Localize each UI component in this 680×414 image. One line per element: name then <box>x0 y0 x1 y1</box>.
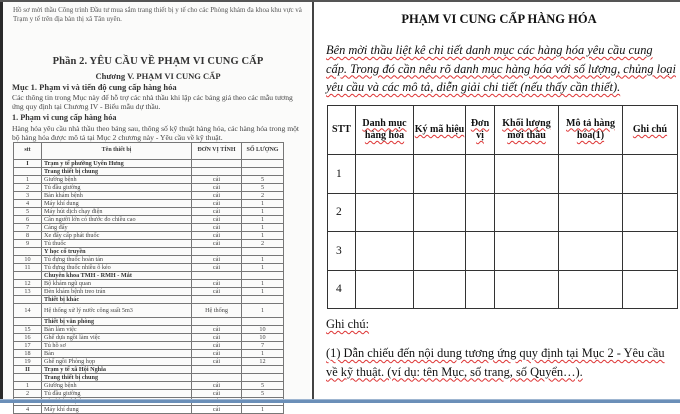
cell-qty: 7 <box>242 342 284 350</box>
col-header-goods-list: Danh mục hàng hóa <box>356 106 414 155</box>
note-1: (1) Dẫn chiếu đến nội dung tương ứng quy định tại Mục 2 - Yêu cầu về kỹ thuật. (ví dụ: tên Mục, số trang, số Quyển…). <box>326 346 665 379</box>
form-intro-text: Bên mời thầu liệt kê chi tiết danh mục các hàng hóa yêu cầu cung cấp. Trong đó cần nêu rõ danh mục hàng hóa với số lượng, chủng loại yêu cầu và các mô tả, diễn giải chi tiết (nếu thấy cần thiết). <box>326 43 676 95</box>
cell-stt: 3 <box>328 232 356 271</box>
equipment-table-header <box>14 143 284 160</box>
cell-stt <box>14 248 42 256</box>
cell-unit <box>192 296 242 304</box>
col-header-qty: SỐ LƯỢNG <box>242 143 284 160</box>
cell-qty: 10 <box>242 334 284 342</box>
table-row <box>14 264 284 272</box>
cell-name: Bàn <box>42 350 192 358</box>
cell-empty <box>559 232 623 271</box>
cell-qty <box>242 374 284 382</box>
cell-empty <box>414 232 466 271</box>
cell-stt: 19 <box>14 358 42 366</box>
col-header-volume: Khối lượng mời thầu <box>495 106 559 155</box>
cell-empty <box>495 270 559 309</box>
cell-empty <box>495 193 559 232</box>
cell-name: Giường bệnh <box>42 176 192 184</box>
col-header-name: Tên thiết bị <box>42 143 192 160</box>
cell-unit: cái <box>192 382 242 390</box>
cell-stt: 16 <box>14 334 42 342</box>
cell-qty <box>242 248 284 256</box>
cell-stt: 4 <box>328 270 356 309</box>
table-row <box>328 270 678 309</box>
cell-qty <box>242 296 284 304</box>
cell-unit: cái <box>192 334 242 342</box>
table-row <box>14 350 284 358</box>
cell-qty: 1 <box>242 200 284 208</box>
page-divider <box>312 2 314 399</box>
cell-qty: 1 <box>242 288 284 296</box>
cell-empty <box>495 232 559 271</box>
table-row <box>14 288 284 296</box>
cell-name: Đèn khám bệnh treo trán <box>42 288 192 296</box>
header-note: Hồ sơ mời thầu Công trình Đầu tư mua sắm trang thiết bị y tế cho các Phòng khám đa khoa khu vực và Trạm y tế trên địa bàn thị xã Tân uyên. <box>13 6 302 23</box>
equipment-table-body <box>14 160 284 414</box>
cell-qty: 1 <box>242 264 284 272</box>
cell-name: Bàn khám bệnh <box>42 192 192 200</box>
cell-stt: 3 <box>14 192 42 200</box>
part-title: Phần 2. YÊU CẦU VỀ PHẠM VI CUNG CẤP <box>52 56 264 67</box>
cell-empty <box>356 193 414 232</box>
cell-unit: cái <box>192 256 242 264</box>
table-row <box>14 256 284 264</box>
cell-stt <box>14 374 42 382</box>
cell-stt: 7 <box>14 224 42 232</box>
cell-stt: 9 <box>14 240 42 248</box>
goods-table-header <box>328 106 678 155</box>
cell-stt: 17 <box>14 342 42 350</box>
cell-stt: 14 <box>14 304 42 318</box>
cell-unit: cái <box>192 232 242 240</box>
cell-name: Trang thiết bị chung <box>42 168 192 176</box>
bottom-border <box>0 399 680 403</box>
table-row <box>14 280 284 288</box>
cell-unit: cái <box>192 326 242 334</box>
cell-qty <box>242 272 284 280</box>
cell-stt: 2 <box>14 184 42 192</box>
cell-unit: cái <box>192 280 242 288</box>
table-row <box>14 192 284 200</box>
cell-empty <box>414 270 466 309</box>
table-row <box>14 224 284 232</box>
cell-qty <box>242 160 284 168</box>
cell-unit: cái <box>192 406 242 414</box>
cell-stt: 2 <box>328 193 356 232</box>
cell-stt: I <box>14 160 42 168</box>
cell-unit: cái <box>192 342 242 350</box>
col-header-unit: ĐƠN VỊ TÍNH <box>192 143 242 160</box>
cell-stt: 15 <box>14 326 42 334</box>
equipment-table <box>13 142 284 414</box>
cell-stt <box>14 296 42 304</box>
cell-unit: cái <box>192 208 242 216</box>
cell-stt <box>14 168 42 176</box>
cell-unit: cái <box>192 264 242 272</box>
cell-empty <box>356 270 414 309</box>
cell-qty: 5 <box>242 176 284 184</box>
cell-empty <box>466 232 495 271</box>
group-row <box>14 318 284 326</box>
table-row <box>14 184 284 192</box>
cell-name: Tủ đầu giường <box>42 390 192 398</box>
cell-qty: 1 <box>242 224 284 232</box>
table-row <box>14 240 284 248</box>
cell-qty: 1 <box>242 256 284 264</box>
group-row <box>14 374 284 382</box>
cell-name: Tủ đựng thuốc hoàn tán <box>42 256 192 264</box>
table-row <box>14 334 284 342</box>
cell-stt: 5 <box>14 208 42 216</box>
cell-name: Máy khí dung <box>42 406 192 414</box>
table-row <box>14 216 284 224</box>
table-row <box>14 232 284 240</box>
group-row <box>14 168 284 176</box>
table-row <box>14 358 284 366</box>
cell-stt: II <box>14 366 42 374</box>
cell-stt: 4 <box>14 200 42 208</box>
cell-unit: cái <box>192 288 242 296</box>
cell-qty: 12 <box>242 358 284 366</box>
col-header-stt: stt <box>14 143 42 160</box>
cell-stt: 10 <box>14 256 42 264</box>
col-header-unit: Đơn vị <box>466 106 495 155</box>
col-header-description: Mô tả hàng hóa(1) <box>559 106 623 155</box>
table-row <box>14 382 284 390</box>
cell-name: Thiết bị khác <box>42 296 192 304</box>
cell-name: Bàn làm việc <box>42 326 192 334</box>
cell-name: Tủ đầu giường <box>42 184 192 192</box>
cell-name: Trạm y tế phường Uyên Hưng <box>42 160 192 168</box>
chapter-title: Chương V. PHẠM VI CUNG CẤP <box>95 71 221 81</box>
cell-qty: 1 <box>242 280 284 288</box>
cell-empty <box>414 193 466 232</box>
cell-name: Tủ thuốc <box>42 240 192 248</box>
cell-name: Ghế ngồi Phòng họp <box>42 358 192 366</box>
group-row <box>14 160 284 168</box>
col-header-notes: Ghi chú <box>623 106 678 155</box>
table-row <box>14 390 284 398</box>
cell-empty <box>623 270 678 309</box>
cell-qty: 1 <box>242 208 284 216</box>
table-row <box>328 155 678 194</box>
cell-unit <box>192 374 242 382</box>
cell-name: Thiết bị văn phòng <box>42 318 192 326</box>
cell-qty: 1 <box>242 304 284 318</box>
col-header-stt: STT <box>328 106 356 155</box>
goods-table-body <box>328 155 678 309</box>
cell-empty <box>356 232 414 271</box>
cell-name: Tủ đựng thuốc nhiều ô kéo <box>42 264 192 272</box>
table-row <box>14 406 284 414</box>
cell-empty <box>559 155 623 194</box>
cell-qty: 10 <box>242 326 284 334</box>
cell-stt: 18 <box>14 350 42 358</box>
cell-qty: 2 <box>242 192 284 200</box>
cell-unit <box>192 248 242 256</box>
cell-stt: 4 <box>14 406 42 414</box>
cell-name: Cân người lớn có thước đo chiều cao <box>42 216 192 224</box>
cell-empty <box>559 193 623 232</box>
cell-stt <box>14 272 42 280</box>
section-heading: Mục 1. Phạm vi và tiến độ cung cấp hàng hóa <box>12 82 177 92</box>
cell-unit: cái <box>192 350 242 358</box>
cell-unit: cái <box>192 240 242 248</box>
subsection-heading: 1. Phạm vi cung cấp hàng hóa <box>12 113 117 122</box>
cell-unit: cái <box>192 358 242 366</box>
subsection-paragraph: Hàng hóa yêu cầu nhà thầu theo bảng sau, thông số kỹ thuật hàng hóa, các hàng hóa trong một bộ hàng hóa được mô tả tại Mục 2 chương này - Yêu cầu về kỹ thuật. <box>12 124 300 143</box>
cell-qty: 1 <box>242 232 284 240</box>
form-intro <box>326 41 676 97</box>
cell-empty <box>623 232 678 271</box>
table-row <box>328 193 678 232</box>
group-row <box>14 366 284 374</box>
cell-name: Giường bệnh <box>42 382 192 390</box>
cell-stt: 2 <box>14 390 42 398</box>
cell-name: Ghế dựa ngồi làm việc <box>42 334 192 342</box>
cell-qty <box>242 168 284 176</box>
cell-name: Tủ hồ sơ <box>42 342 192 350</box>
cell-qty: 1 <box>242 350 284 358</box>
cell-empty <box>559 270 623 309</box>
cell-stt: 11 <box>14 264 42 272</box>
cell-name: Chuyên khoa TMH - RMH - Mắt <box>42 272 192 280</box>
cell-name: Xe đẩy cấp phát thuốc <box>42 232 192 240</box>
cell-empty <box>466 155 495 194</box>
cell-unit <box>192 168 242 176</box>
cell-unit: cái <box>192 224 242 232</box>
cell-unit <box>192 160 242 168</box>
cell-stt <box>14 318 42 326</box>
cell-unit: cái <box>192 390 242 398</box>
cell-empty <box>495 155 559 194</box>
cell-qty: 5 <box>242 390 284 398</box>
group-row <box>14 248 284 256</box>
cell-qty: 5 <box>242 382 284 390</box>
table-row <box>14 200 284 208</box>
table-row <box>14 208 284 216</box>
cell-unit <box>192 272 242 280</box>
cell-empty <box>414 155 466 194</box>
cell-unit <box>192 366 242 374</box>
cell-unit: cái <box>192 176 242 184</box>
cell-qty: 1 <box>242 216 284 224</box>
group-row <box>14 272 284 280</box>
table-row <box>328 232 678 271</box>
cell-unit <box>192 318 242 326</box>
cell-empty <box>356 155 414 194</box>
cell-qty: 2 <box>242 240 284 248</box>
cell-qty: 1 <box>242 406 284 414</box>
cell-name: Trang thiết bị chung <box>42 374 192 382</box>
cell-name: Y học cổ truyền <box>42 248 192 256</box>
cell-qty: 5 <box>242 184 284 192</box>
scanned-page-left <box>0 2 310 413</box>
cell-stt: 6 <box>14 216 42 224</box>
cell-name: Hệ thống xử lý nước công suất 5m3 <box>42 304 192 318</box>
form-page-right <box>318 2 680 399</box>
group-row <box>14 296 284 304</box>
cell-unit: cái <box>192 184 242 192</box>
cell-unit: cái <box>192 216 242 224</box>
cell-name: Máy khí dung <box>42 200 192 208</box>
cell-name: Trạm y tế xã Hội Nghĩa <box>42 366 192 374</box>
cell-empty <box>623 193 678 232</box>
cell-stt: 13 <box>14 288 42 296</box>
cell-stt: 12 <box>14 280 42 288</box>
cell-empty <box>466 270 495 309</box>
notes-title: Ghi chú: <box>326 317 370 331</box>
cell-qty <box>242 366 284 374</box>
table-row <box>14 342 284 350</box>
goods-scope-table <box>327 105 678 309</box>
table-row <box>14 304 284 318</box>
table-row <box>14 326 284 334</box>
cell-unit: cái <box>192 192 242 200</box>
cell-stt: 1 <box>14 382 42 390</box>
cell-qty <box>242 318 284 326</box>
form-title: PHẠM VI CUNG CẤP HÀNG HÓA <box>401 12 597 26</box>
cell-name: Máy hút dịch chạy điện <box>42 208 192 216</box>
cell-stt: 8 <box>14 232 42 240</box>
cell-stt: 1 <box>328 155 356 194</box>
col-header-code: Ký mã hiệu <box>414 106 466 155</box>
table-row <box>14 176 284 184</box>
cell-unit: cái <box>192 200 242 208</box>
cell-name: Bộ khám ngũ quan <box>42 280 192 288</box>
section-paragraph: Các thông tin trong Mục này để hỗ trợ các nhà thầu khi lập các bảng giá theo các mẫu tương ứng quy định tại Chương IV - Biểu mẫu dự thầu. <box>12 93 293 112</box>
cell-name: Cáng đẩy <box>42 224 192 232</box>
cell-empty <box>623 155 678 194</box>
cell-unit: Hệ thống <box>192 304 242 318</box>
cell-empty <box>466 193 495 232</box>
cell-stt: 1 <box>14 176 42 184</box>
